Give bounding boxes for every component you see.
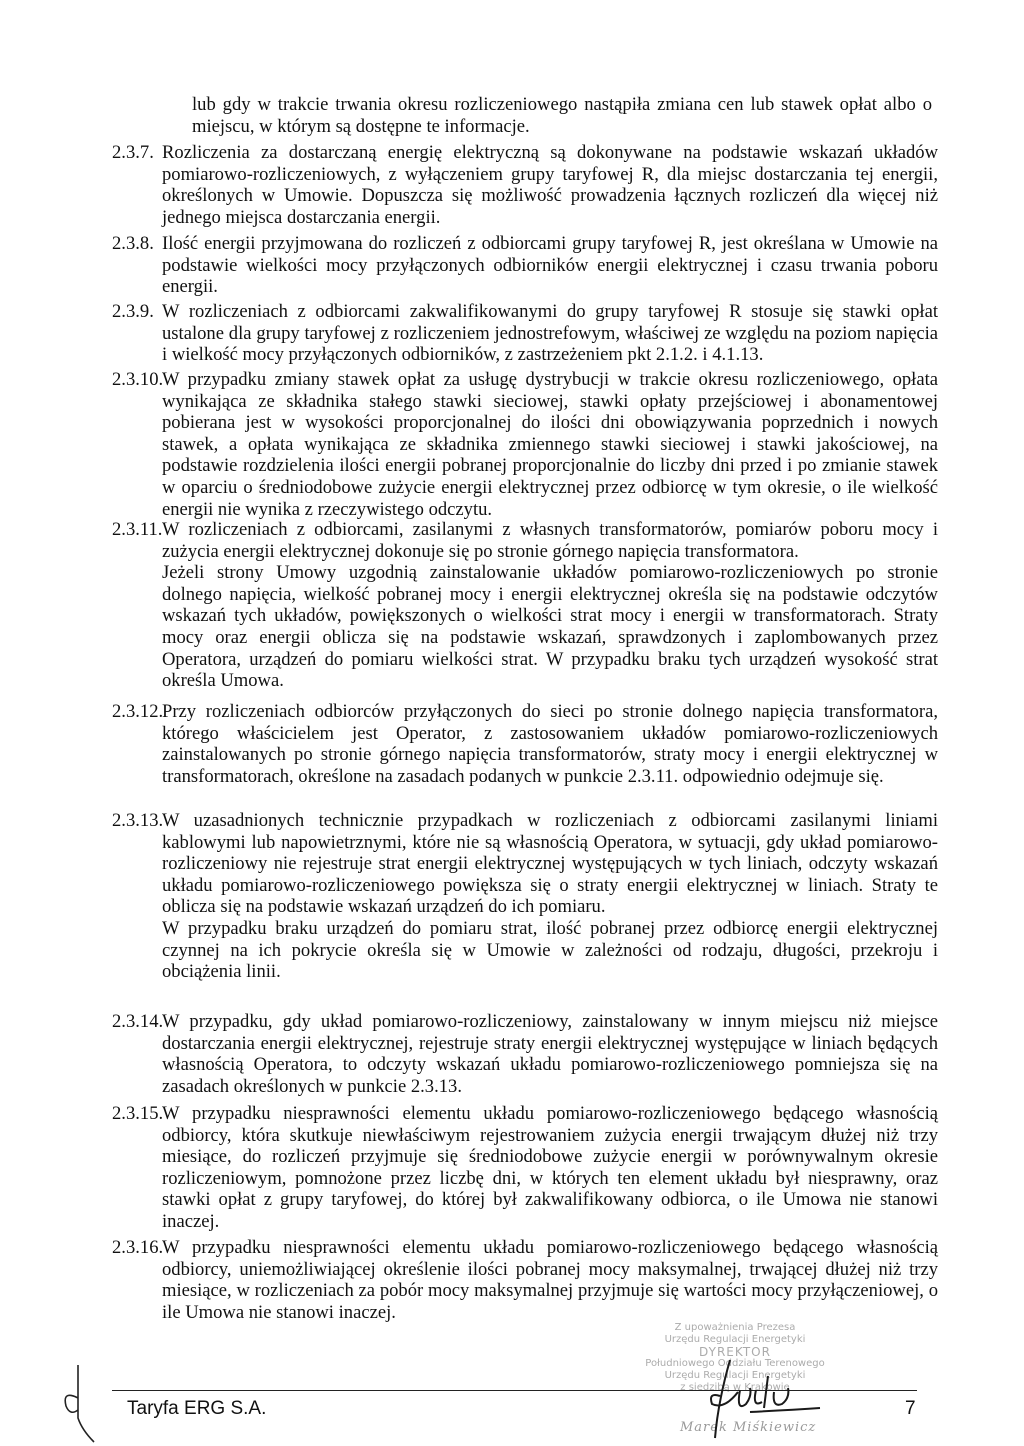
clause-number: 2.3.15.	[112, 1103, 164, 1124]
page-number: 7	[905, 1398, 916, 1419]
stamp-line: Urzędu Regulacji Energetyki	[664, 1334, 806, 1345]
clause-number: 2.3.7.	[112, 142, 154, 163]
clause-number: 2.3.13.	[112, 810, 164, 831]
stamp-line: Urzędu Regulacji Energetyki	[664, 1370, 806, 1381]
stamp-line: z siedzibą w Krakowie	[680, 1382, 790, 1393]
clause-number: 2.3.8.	[112, 233, 154, 254]
clause-text: W przypadku, gdy układ pomiarowo-rozliczeniowy, zainstalowany w innym miejscu niż miejsce dostarczania energii elektrycznej, rejestruje straty energii elektrycznej występujące w liniach będących własnością Operatora, to odczyty wskazań układu pomiarowo-rozliczeniowego pomniejsza się na zasadach określonych w punkcie 2.3.13.	[162, 1011, 938, 1097]
clause-text: Przy rozliczeniach odbiorców przyłączonych do sieci po stronie dolnego napięcia transformatora, którego właścicielem jest Operator, z zastosowaniem układów pomiarowo-rozliczeniowych zainstalowanych po stronie górnego napięcia transformatorów, straty mocy i energii elektrycznej w transformatorach, określone na zasadach podanych w punkcie 2.3.11. odpowiednio odejmuje się.	[162, 701, 938, 787]
clause-number: 2.3.11.	[112, 519, 163, 540]
handwritten-signature	[690, 1352, 840, 1444]
footer-title: Taryfa ERG S.A.	[127, 1398, 267, 1419]
clause-number: 2.3.16.	[112, 1237, 164, 1258]
handwritten-initials	[60, 1360, 100, 1446]
stamp-name: Marek Miśkiewicz	[680, 1420, 817, 1435]
clause-text: W przypadku braku urządzeń do pomiaru strat, ilość pobranej przez odbiorcę energii elektrycznej czynnej na ich pokrycie określa się w Umowie w zależności od rodzaju, długości, przekroju i obciążenia linii.	[162, 917, 938, 983]
continuation-paragraph: lub gdy w trakcie trwania okresu rozliczeniowego nastąpiła zmiana cen lub stawek opłat albo o miejscu, w którym są dostępne te informacje.	[192, 94, 932, 137]
clause-number: 2.3.10.	[112, 369, 164, 390]
clause-text: W przypadku zmiany stawek opłat za usługę dystrybucji w trakcie okresu rozliczeniowego, opłata wynikająca ze składnika stałego stawki sieciowej, stawki opłaty przejściowej i abonamentowej pobierana jest w wysokości proporcjonalnej do ilości dni obowiązywania poprzednich i nowych stawek, a opłata wynikająca ze składnika zmiennego stawki sieciowej i stawki jakościowej, na podstawie rozdzielenia ilości energii pobranej proporcjonalnie do liczby dni przed i po zmianie stawek w oparciu o średniodobowe zużycie energii elektrycznej przez odbiorcę w tym okresie, o ile wielkość energii nie wynika z rzeczywistego odczytu.	[162, 369, 938, 520]
clause-text: W przypadku niesprawności elementu układu pomiarowo-rozliczeniowego będącego własnością odbiorcy, uniemożliwiającej określenie ilości pobranej mocy maksymalnej, trwającej dłużej niż trzy miesiące, w rozliczeniach za pobór mocy maksymalnej przyjmuje się wartości mocy przyłączeniowej, o ile Umowa nie stanowi inaczej.	[162, 1237, 938, 1323]
clause-number: 2.3.9.	[112, 301, 154, 322]
clause-number: 2.3.12.	[112, 701, 164, 722]
stamp-line: Południowego Oddziału Terenowego	[645, 1358, 825, 1369]
clause-text: W rozliczeniach z odbiorcami zakwalifikowanymi do grupy taryfowej R stosuje się stawki opłat ustalone dla grupy taryfowej z rozliczeniem jednostrefowym, właściwej ze względu na poziom napięcia i wielkość mocy przyłączonych odbiorników, z zastrzeżeniem pkt 2.1.2. i 4.1.13.	[162, 301, 938, 366]
clause-text: Jeżeli strony Umowy uzgodnią zainstalowanie układów pomiarowo-rozliczeniowych po stronie dolnego napięcia, wielkość pobranej mocy i energii elektrycznej określa się na podstawie odczytów wskazań tych układów, powiększonych o wielkości strat mocy i energii w transformatorach. Straty mocy oraz energii oblicza się na podstawie wskazań, sprawdzonych i zaplombowanych przez Operatora, urządzeń do pomiaru wielkości strat. W przypadku braku tych urządzeń wysokość strat określa Umowa.	[162, 562, 938, 692]
clause-number: 2.3.14.	[112, 1011, 164, 1032]
clause-text: Ilość energii przyjmowana do rozliczeń z odbiorcami grupy taryfowej R, jest określana w Umowie na podstawie wielkości mocy przyłączonych odbiorników energii elektrycznej i czasu trwania poboru energii.	[162, 233, 938, 298]
clause-text: W przypadku niesprawności elementu układu pomiarowo-rozliczeniowego będącego własnością odbiorcy, która skutkuje niewłaściwym rejestrowaniem zużycia energii trwającym dłużej niż trzy miesiące, do rozliczeń przyjmuje się średniodobowe zużycie energii w porównywalnym okresie rozliczeniowym, pomnożone przez liczbę dni, w których ten element układu był niesprawny, oraz stawki opłat z grupy taryfowej, do której był zakwalifikowany odbiorca, o ile Umowa nie stanowi inaczej.	[162, 1103, 938, 1232]
clause-text: W uzasadnionych technicznie przypadkach w rozliczeniach z odbiorcami zasilanymi liniami kablowymi lub napowietrznymi, które nie są własnością Operatora, w sytuacji, gdy układ pomiarowo-rozliczeniowy nie rejestruje strat energii elektrycznej występujących w tych liniach, odczyty wskazań układu pomiarowo-rozliczeniowego powiększa się o straty energii elektrycznej w liniach. Straty te oblicza się na podstawie wskazań urządzeń do ich pomiaru.	[162, 810, 938, 918]
clause-text: Rozliczenia za dostarczaną energię elektryczną są dokonywane na podstawie wskazań układów pomiarowo-rozliczeniowych, z wyłączeniem grupy taryfowej R, dla miejsc dostarczania tej energii, określonych w Umowie. Dopuszcza się możliwość prowadzenia łącznych rozliczeń dla więcej niż jednego miejsca dostarczania energii.	[162, 142, 938, 228]
stamp-line: DYREKTOR	[699, 1345, 771, 1359]
clause-text: W rozliczeniach z odbiorcami, zasilanymi z własnych transformatorów, pomiarów poboru mocy i zużycia energii elektrycznej dokonuje się po stronie górnego napięcia transformatora.	[162, 519, 938, 562]
stamp-line: Z upoważnienia Prezesa	[674, 1322, 796, 1333]
